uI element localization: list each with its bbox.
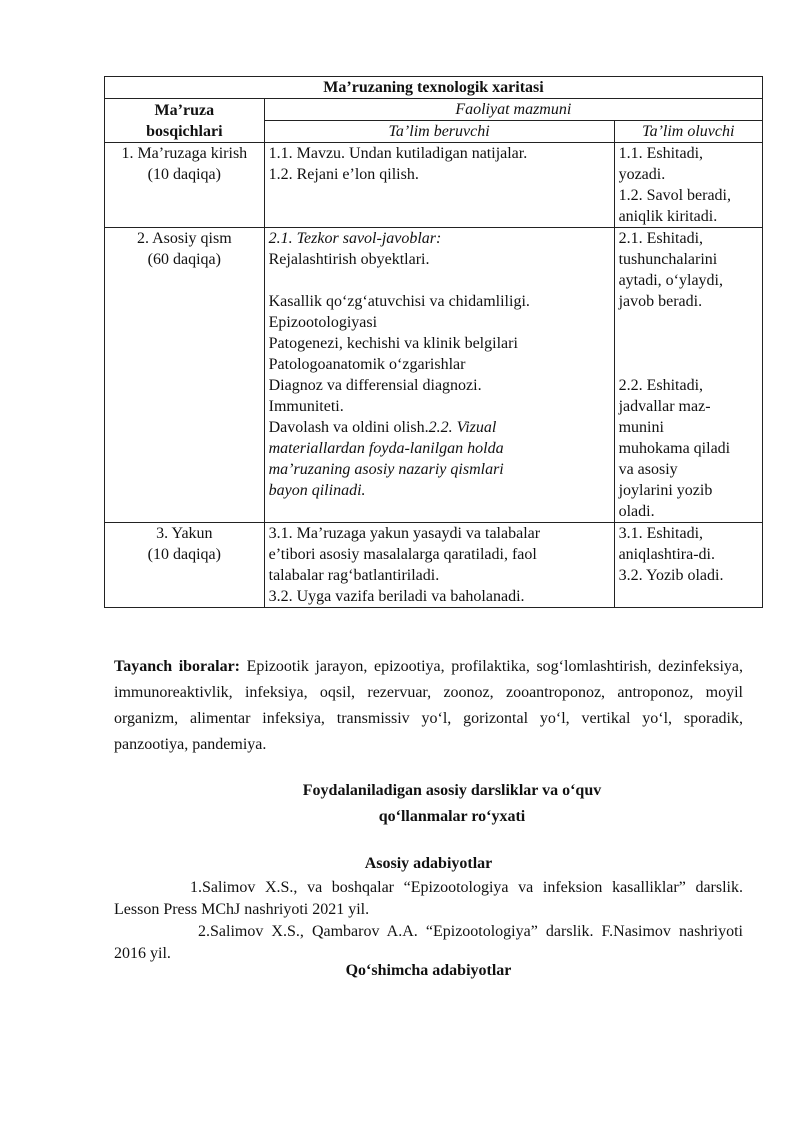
table-title: Ma’ruzaning texnologik xaritasi (105, 77, 763, 99)
reference-item: 2.Salimov X.S., Qambarov A.A. “Epizootologiya” darslik. F.Nasimov nashriyoti 2016 yil. (114, 923, 743, 962)
technology-map-table (104, 76, 763, 608)
stage-cell: 3. Yakun (10 daqiqa) (105, 523, 265, 608)
keywords-paragraph (114, 654, 743, 758)
literature-heading: Foydalaniladigan asosiy darsliklar va o‘quv qo‘llanmalar ro‘yxati (302, 782, 602, 825)
header-student: Ta’lim oluvchi (614, 121, 762, 143)
table-row (105, 143, 763, 228)
teacher-cell: 2.1. Tezkor savol-javoblar: Rejalashtirish obyektlari. Kasallik qo‘zg‘atuvchisi va chidamliligi. Epizootologiyasi Patogenezi, kechishi va klinik belgilari Patologoanatomik o‘zgarishlar Diagnoz va differensial diagnozi. Immuniteti. Davolash va oldini olish.2.2. Vizual materiallardan foyda-lanilgan holda ma’ruzaning asosiy nazariy qismlari bayon qilinadi. (264, 228, 614, 523)
student-cell: 1.1. Eshitadi, yozadi. 1.2. Savol beradi, aniqlik kiritadi. (614, 143, 762, 228)
student-cell: 3.1. Eshitadi, aniqlashtira-di. 3.2. Yozib oladi. (614, 523, 762, 608)
additional-literature-heading: Qo‘shimcha adabiyotlar (345, 962, 512, 979)
student-cell: 2.1. Eshitadi, tushunchalarini aytadi, o‘ylaydi, javob beradi. 2.2. Eshitadi, jadvallar maz- munini muhokama qiladi va asosiy joylarini yozib oladi. (614, 228, 762, 523)
keywords-label: Tayanch iboralar: (114, 658, 241, 675)
header-stages: Ma’ruza bosqichlari (105, 99, 265, 143)
stage-cell: 1. Ma’ruzaga kirish (10 daqiqa) (105, 143, 265, 228)
table-row (105, 228, 763, 523)
header-teacher: Ta’lim beruvchi (264, 121, 614, 143)
reference-item: 1.Salimov X.S., va boshqalar “Epizootologiya va infeksion kasalliklar” darslik. Lesson Press MChJ nashriyoti 2021 yil. (114, 879, 743, 918)
teacher-cell: 3.1. Ma’ruzaga yakun yasaydi va talabalar e’tibori asosiy masalalarga qaratiladi, faol talabalar rag‘batlantiriladi. 3.2. Uyga vazifa beriladi va baholanadi. (264, 523, 614, 608)
main-literature-heading: Asosiy adabiyotlar (364, 855, 493, 872)
table-row (105, 523, 763, 608)
stage-cell: 2. Asosiy qism (60 daqiqa) (105, 228, 265, 523)
teacher-cell: 1.1. Mavzu. Undan kutiladigan natijalar. 1.2. Rejani e’lon qilish. (264, 143, 614, 228)
keywords-text: Epizootik jarayon, epizootiya, profilaktika, sog‘lomlashtirish, dezinfeksiya, immunoreaktivlik, infeksiya, oqsil, rezervuar, zoonoz, zooantroponoz, antroponoz, moyil organizm, alimentar infeksiya, transmissiv yo‘l, gorizontal yo‘l, vertikal yo‘l, sporadik, panzootiya, pandemiya. (114, 658, 743, 753)
header-activity: Faoliyat mazmuni (264, 99, 762, 121)
